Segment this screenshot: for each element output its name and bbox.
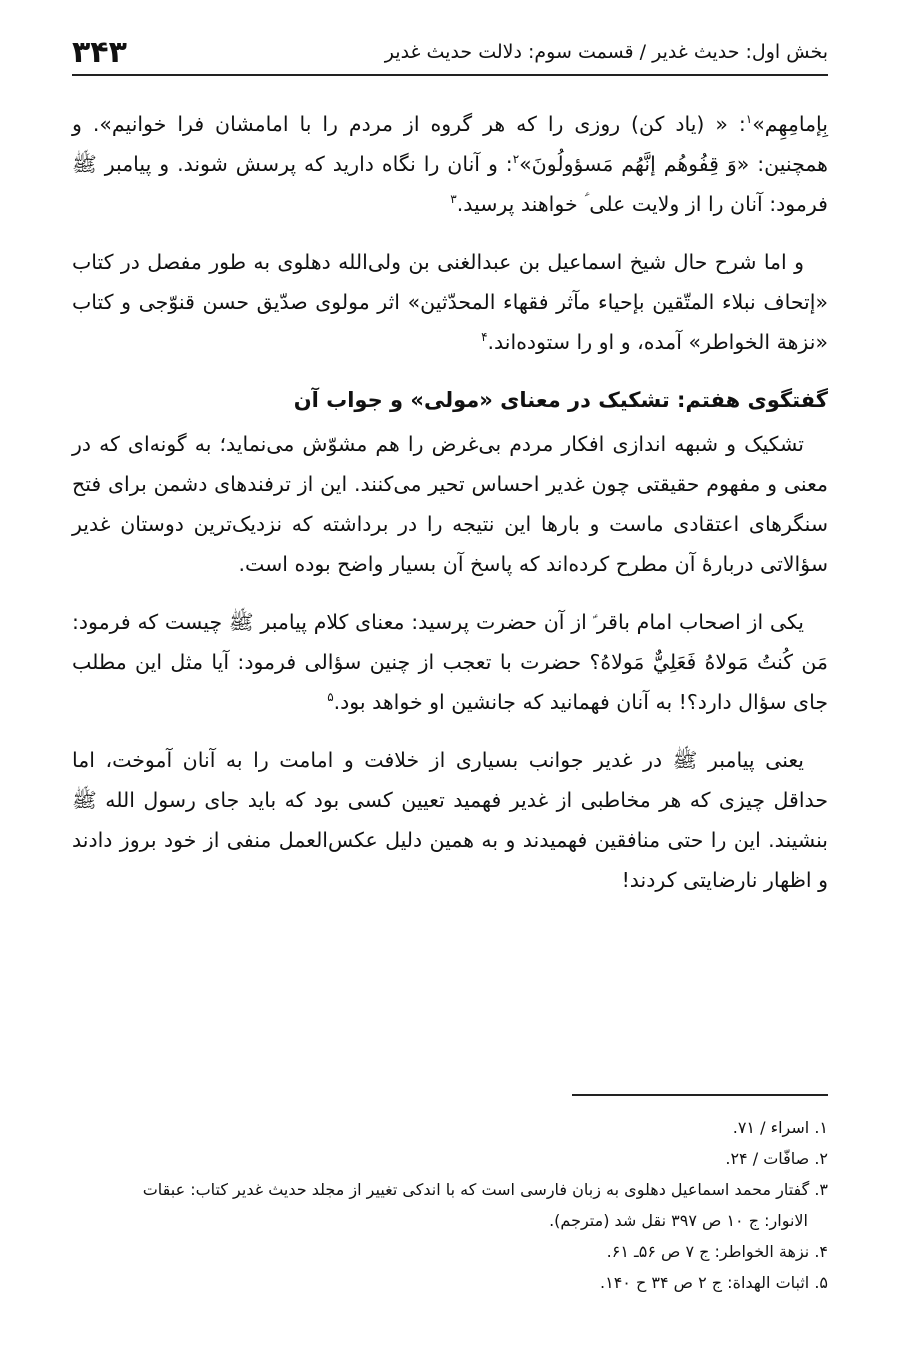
footnote-4: ۴. نزهة الخواطر: ج ۷ ص ۵۶ـ ۶۱.: [606, 1242, 828, 1261]
footnote-ref-1: ۱: [745, 112, 753, 127]
page-header: [72, 30, 828, 76]
footnote-ref-2: ۲: [512, 152, 520, 167]
footnote-ref-3: ۳: [450, 192, 457, 207]
page-number: ۳۴۳: [72, 34, 127, 70]
footnote-2: ۲. صافّات / ۲۴.: [725, 1149, 828, 1168]
running-head: بخش اول: حدیث غدیر / قسمت سوم: دلالت حدیث غدیر: [384, 41, 828, 63]
footnote-divider: [572, 1094, 828, 1096]
paragraph-4-text: یکی از اصحاب امام باقر ؑ از آن حضرت پرسید: معنای کلام پیامبر ﷺ چیست که فرمود: مَن کُنتُ مَولاهُ فَعَلِيٌّ مَولاهُ؟ حضرت با تعجب از چنین سؤالی فرمود: آیا مثل این مطلب جای سؤال دارد؟! به آنان فهمانید که جانشین او خواهد بود.: [72, 610, 828, 714]
footnote-3-continuation: الانوار: ج ۱۰ ص ۳۹۷ نقل شد (مترجم).: [549, 1211, 808, 1230]
paragraph-2: [72, 242, 828, 362]
footnote-ref-4: ۴: [481, 330, 488, 345]
paragraph-5: یعنی پیامبر ﷺ در غدیر جوانب بسیاری از خلافت و امامت را به آنان آموخت، اما حداقل چیزی که هر مخاطبی از غدیر فهمید تعیین کسی بود که باید جای رسول الله ﷺ بنشیند. این را حتی منافقین فهمیدند و به همین دلیل عکس‌العمل منفی از خود بروز دادند و اظهار نارضایتی کردند!: [72, 748, 828, 892]
paragraph-1-text-a: بِإمامِهِم»: [752, 112, 828, 136]
paragraph-3: تشکیک و شبهه اندازی افکار مردم بی‌غرض را هم مشوّش می‌نماید؛ به گونه‌ای که در معنی و مفهوم حقیقتی چون غدیر احساس تحیر می‌کنند. این از ترفندهای دشمن برای فتح سنگرهای اعتقادی ماست و بارها این نتیجه را در برداشته که نزدیک‌ترین دوستان غدیر سؤالاتی دربارهٔ آن مطرح کرده‌اند که پاسخ آن بسیار واضح بوده است.: [72, 432, 828, 576]
footnote-1: ۱. اسراء / ۷۱.: [732, 1118, 828, 1137]
footnote-3: ۳. گفتار محمد اسماعیل دهلوی به زبان فارسی است که با اندکی تغییر از مجلد حدیث غدیر کتاب: عبقات: [142, 1180, 828, 1199]
paragraph-1-text-c: : و آنان را نگاه دارید که پرسش شوند. و پیامبر ﷺ فرمود: آنان را از ولایت علی ؑ خواهند پرسید.: [72, 152, 828, 216]
main-text: [72, 104, 828, 918]
paragraph-1: [72, 104, 828, 224]
paragraph-4: [72, 602, 828, 722]
paragraph-1-text-b: : « (یاد کن) روزی را که هر گروه از مردم را با امامشان فرا خوانیم». و همچنین: «وَ قِفُوهُم إنَّهُم مَسؤولُونَ»: [72, 112, 828, 176]
paragraph-2-text: و اما شرح حال شیخ اسماعیل بن عبدالغنی بن ولی‌الله دهلوی به طور مفصل در کتاب «إتحاف نبلاء المتّقین بإحیاء مآثر فقهاء المحدّثین» اثر مولوی صدّیق حسن قنوّجی و کتاب «نزهة الخواطر» آمده، و او را ستوده‌اند.: [72, 250, 828, 354]
section-heading: گفتگوی هفتم: تشکیک در معنای «مولی» و جواب آن: [293, 388, 828, 412]
footnotes: [72, 1112, 828, 1298]
footnote-ref-5: ۵: [327, 690, 334, 705]
footnote-5: ۵. اثبات الهداة: ج ۲ ص ۳۴ ح ۱۴۰.: [600, 1273, 828, 1292]
